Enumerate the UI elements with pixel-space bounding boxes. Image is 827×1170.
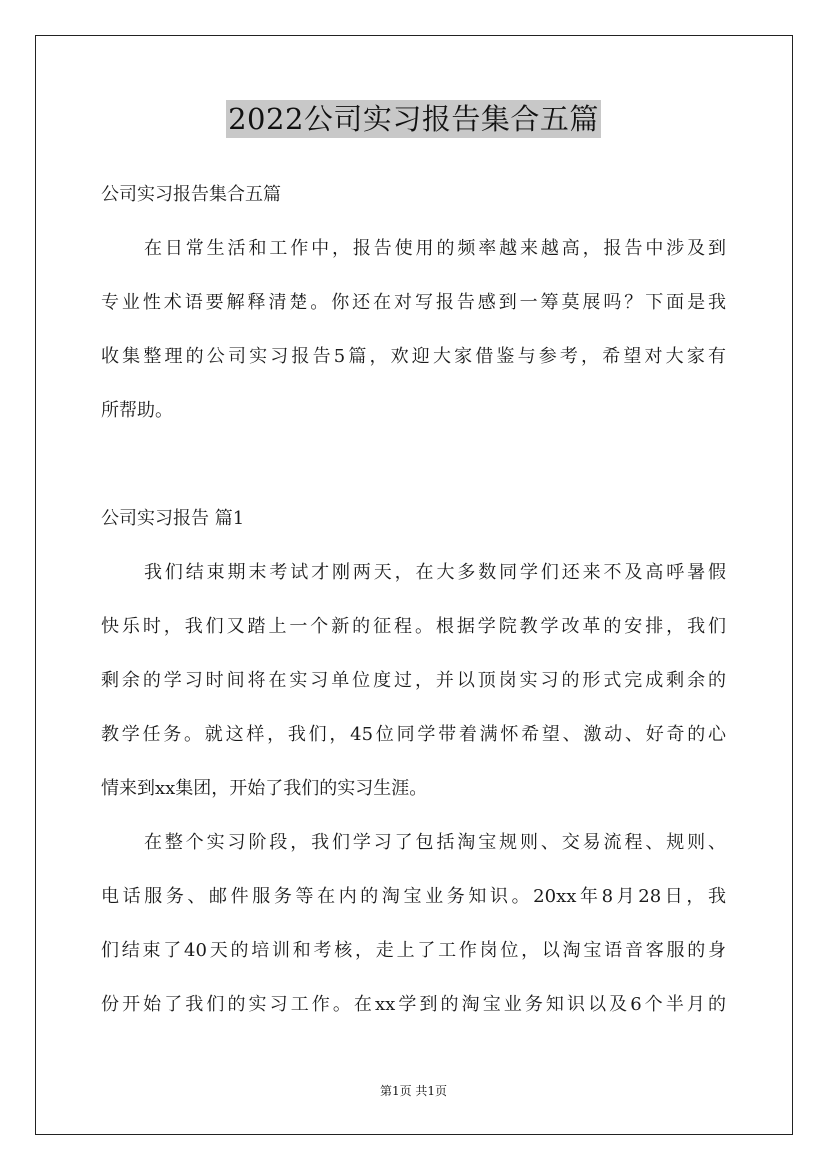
paragraph-line: 快乐时，我们又踏上一个新的征程。根据学院教学改革的安排，我们 — [101, 616, 726, 637]
paragraph-line: 教学任务。就这样，我们，45位同学带着满怀希望、激动、好奇的心 — [101, 724, 726, 745]
intro-line: 收集整理的公司实习报告5篇，欢迎大家借鉴与参考，希望对大家有 — [101, 346, 726, 367]
title-container — [0, 100, 827, 138]
paragraph-line: 们结束了40天的培训和考核，走上了工作岗位，以淘宝语音客服的身 — [101, 940, 726, 961]
paragraph-line: 我们结束期末考试才刚两天，在大多数同学们还来不及高呼暑假 — [144, 562, 726, 583]
intro-line: 专业性术语要解释清楚。你还在对写报告感到一筹莫展吗？下面是我 — [101, 292, 726, 313]
paragraph-line: 情来到xx集团，开始了我们的实习生涯。 — [101, 778, 428, 799]
paragraph-line: 电话服务、邮件服务等在内的淘宝业务知识。20xx年8月28日，我 — [101, 886, 726, 907]
intro-line: 在日常生活和工作中，报告使用的频率越来越高，报告中涉及到 — [144, 238, 726, 259]
page-number-footer: 第1页 共1页 — [379, 1084, 448, 1098]
section-heading: 公司实习报告 篇1 — [101, 508, 245, 529]
paragraph-line: 在整个实习阶段，我们学习了包括淘宝规则、交易流程、规则、 — [144, 832, 726, 853]
subtitle: 公司实习报告集合五篇 — [101, 184, 281, 205]
paragraph-line: 剩余的学习时间将在实习单位度过，并以顶岗实习的形式完成剩余的 — [101, 670, 726, 691]
document-body — [101, 168, 726, 1032]
intro-line: 所帮助。 — [101, 400, 173, 421]
paragraph-gap — [101, 438, 726, 492]
document-title: 2022公司实习报告集合五篇 — [228, 102, 599, 136]
paragraph-line: 份开始了我们的实习工作。在xx学到的淘宝业务知识以及6个半月的 — [101, 994, 726, 1015]
